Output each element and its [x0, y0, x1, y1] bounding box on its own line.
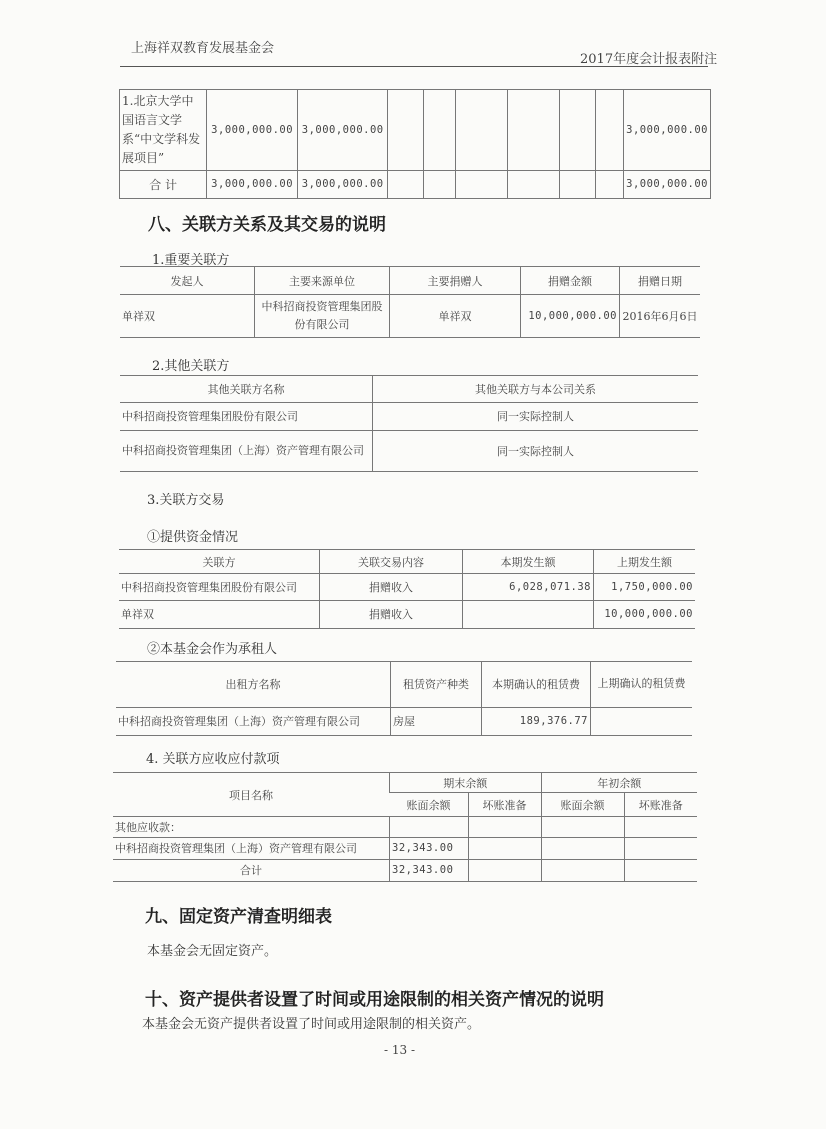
p1-content-1: 捐赠收入	[320, 574, 463, 600]
project-value-1: 3,000,000.00	[207, 90, 298, 171]
s4-h-begin-book: 账面余额	[541, 793, 624, 817]
other-related-party-table	[120, 375, 698, 472]
s2-name-1: 中科招商投资管理集团股份有限公司	[120, 402, 373, 431]
s2-title: 2.其他关联方	[152, 359, 230, 374]
s2-name-2: 中科招商投资管理集团（上海）资产管理有限公司	[120, 431, 373, 472]
header-right: 2017年度会计报表附注	[580, 52, 718, 67]
s4-h-begin-bad: 坏账准备	[624, 793, 697, 817]
project-value-last: 3,000,000.00	[624, 90, 711, 171]
section-10-title: 十、资产提供者设置了时间或用途限制的相关资产情况的说明	[145, 990, 604, 1010]
s1-title: 1.重要关联方	[152, 253, 230, 268]
s4-h-end-book: 账面余额	[390, 793, 469, 817]
p1-previous-1: 1,750,000.00	[594, 574, 696, 600]
donation-project-table	[119, 89, 711, 199]
p2-previous	[591, 707, 693, 735]
p1-current-2	[463, 600, 594, 628]
p2-title: ②本基金会作为承租人	[147, 642, 278, 657]
lease-table	[116, 661, 692, 736]
p1-h-current: 本期发生额	[463, 550, 594, 574]
s4-h-end-bad: 坏账准备	[468, 793, 541, 817]
s1-h-amount: 捐赠金额	[521, 267, 620, 295]
s4-row-2-label: 中科招商投资管理集团（上海）资产管理有限公司	[113, 837, 390, 859]
section-9-text: 本基金会无固定资产。	[147, 944, 278, 959]
s1-amount: 10,000,000.00	[521, 295, 620, 338]
total-value-last: 3,000,000.00	[624, 170, 711, 198]
s4-h-begin: 年初余额	[541, 773, 697, 793]
s2-h-relation: 其他关联方与本公司关系	[373, 376, 699, 403]
s4-row-1-value	[390, 817, 469, 837]
p1-title: ①提供资金情况	[147, 530, 239, 545]
total-value-2: 3,000,000.00	[297, 170, 388, 198]
p2-asset: 房屋	[391, 707, 482, 735]
fund-provision-table	[119, 549, 695, 629]
related-party-table	[120, 266, 700, 338]
s4-row-3-value: 32,343.00	[390, 859, 469, 881]
s1-h-donor: 主要捐赠人	[390, 267, 521, 295]
page-number: - 13 -	[384, 1043, 416, 1057]
p1-h-content: 关联交易内容	[320, 550, 463, 574]
s1-h-founder: 发起人	[120, 267, 255, 295]
s1-donor: 单祥双	[390, 295, 521, 338]
p2-h-current: 本期确认的租赁费	[482, 662, 591, 708]
section-10-text: 本基金会无资产提供者设置了时间或用途限制的相关资产。	[142, 1017, 481, 1032]
p1-party-1: 中科招商投资管理集团股份有限公司	[119, 574, 320, 600]
s2-h-name: 其他关联方名称	[120, 376, 373, 403]
project-label: 1.北京大学中国语言文学系“中文学科发展项目”	[120, 90, 207, 171]
p1-current-1: 6,028,071.38	[463, 574, 594, 600]
s2-relation-1: 同一实际控制人	[373, 402, 699, 431]
p1-previous-2: 10,000,000.00	[594, 600, 696, 628]
p1-content-2: 捐赠收入	[320, 600, 463, 628]
header-left: 上海祥双教育发展基金会	[131, 41, 275, 56]
s4-row-1-label: 其他应收款：	[113, 817, 390, 837]
project-value-2: 3,000,000.00	[297, 90, 388, 171]
p1-party-2: 单祥双	[119, 600, 320, 628]
s1-date: 2016年6月6日	[620, 295, 701, 338]
s3-title: 3.关联方交易	[147, 493, 225, 508]
s1-source: 中科招商投资管理集团股份有限公司	[255, 295, 390, 338]
s4-h-end: 期末余额	[390, 773, 542, 793]
section-9-title: 九、固定资产清查明细表	[145, 907, 332, 927]
s4-row-2-value: 32,343.00	[390, 837, 469, 859]
p2-lessor: 中科招商投资管理集团（上海）资产管理有限公司	[116, 707, 391, 735]
p2-current: 189,376.77	[482, 707, 591, 735]
total-label: 合 计	[120, 170, 207, 198]
p2-h-previous: 上期确认的租赁费	[591, 662, 693, 708]
p1-h-previous: 上期发生额	[594, 550, 696, 574]
section-8-title: 八、关联方关系及其交易的说明	[148, 215, 386, 235]
s4-row-3-label: 合计	[113, 859, 390, 881]
s4-title: 4. 关联方应收应付款项	[146, 752, 280, 767]
s2-relation-2: 同一实际控制人	[373, 431, 699, 472]
p2-h-lessor: 出租方名称	[116, 662, 391, 708]
p2-h-asset: 租赁资产种类	[391, 662, 482, 708]
s1-h-date: 捐赠日期	[620, 267, 701, 295]
p1-h-party: 关联方	[119, 550, 320, 574]
header-rule	[120, 66, 708, 67]
s1-h-source: 主要来源单位	[255, 267, 390, 295]
s1-founder: 单祥双	[120, 295, 255, 338]
total-value-1: 3,000,000.00	[207, 170, 298, 198]
receivables-table	[113, 772, 697, 882]
s4-h-item: 项目名称	[113, 773, 390, 817]
